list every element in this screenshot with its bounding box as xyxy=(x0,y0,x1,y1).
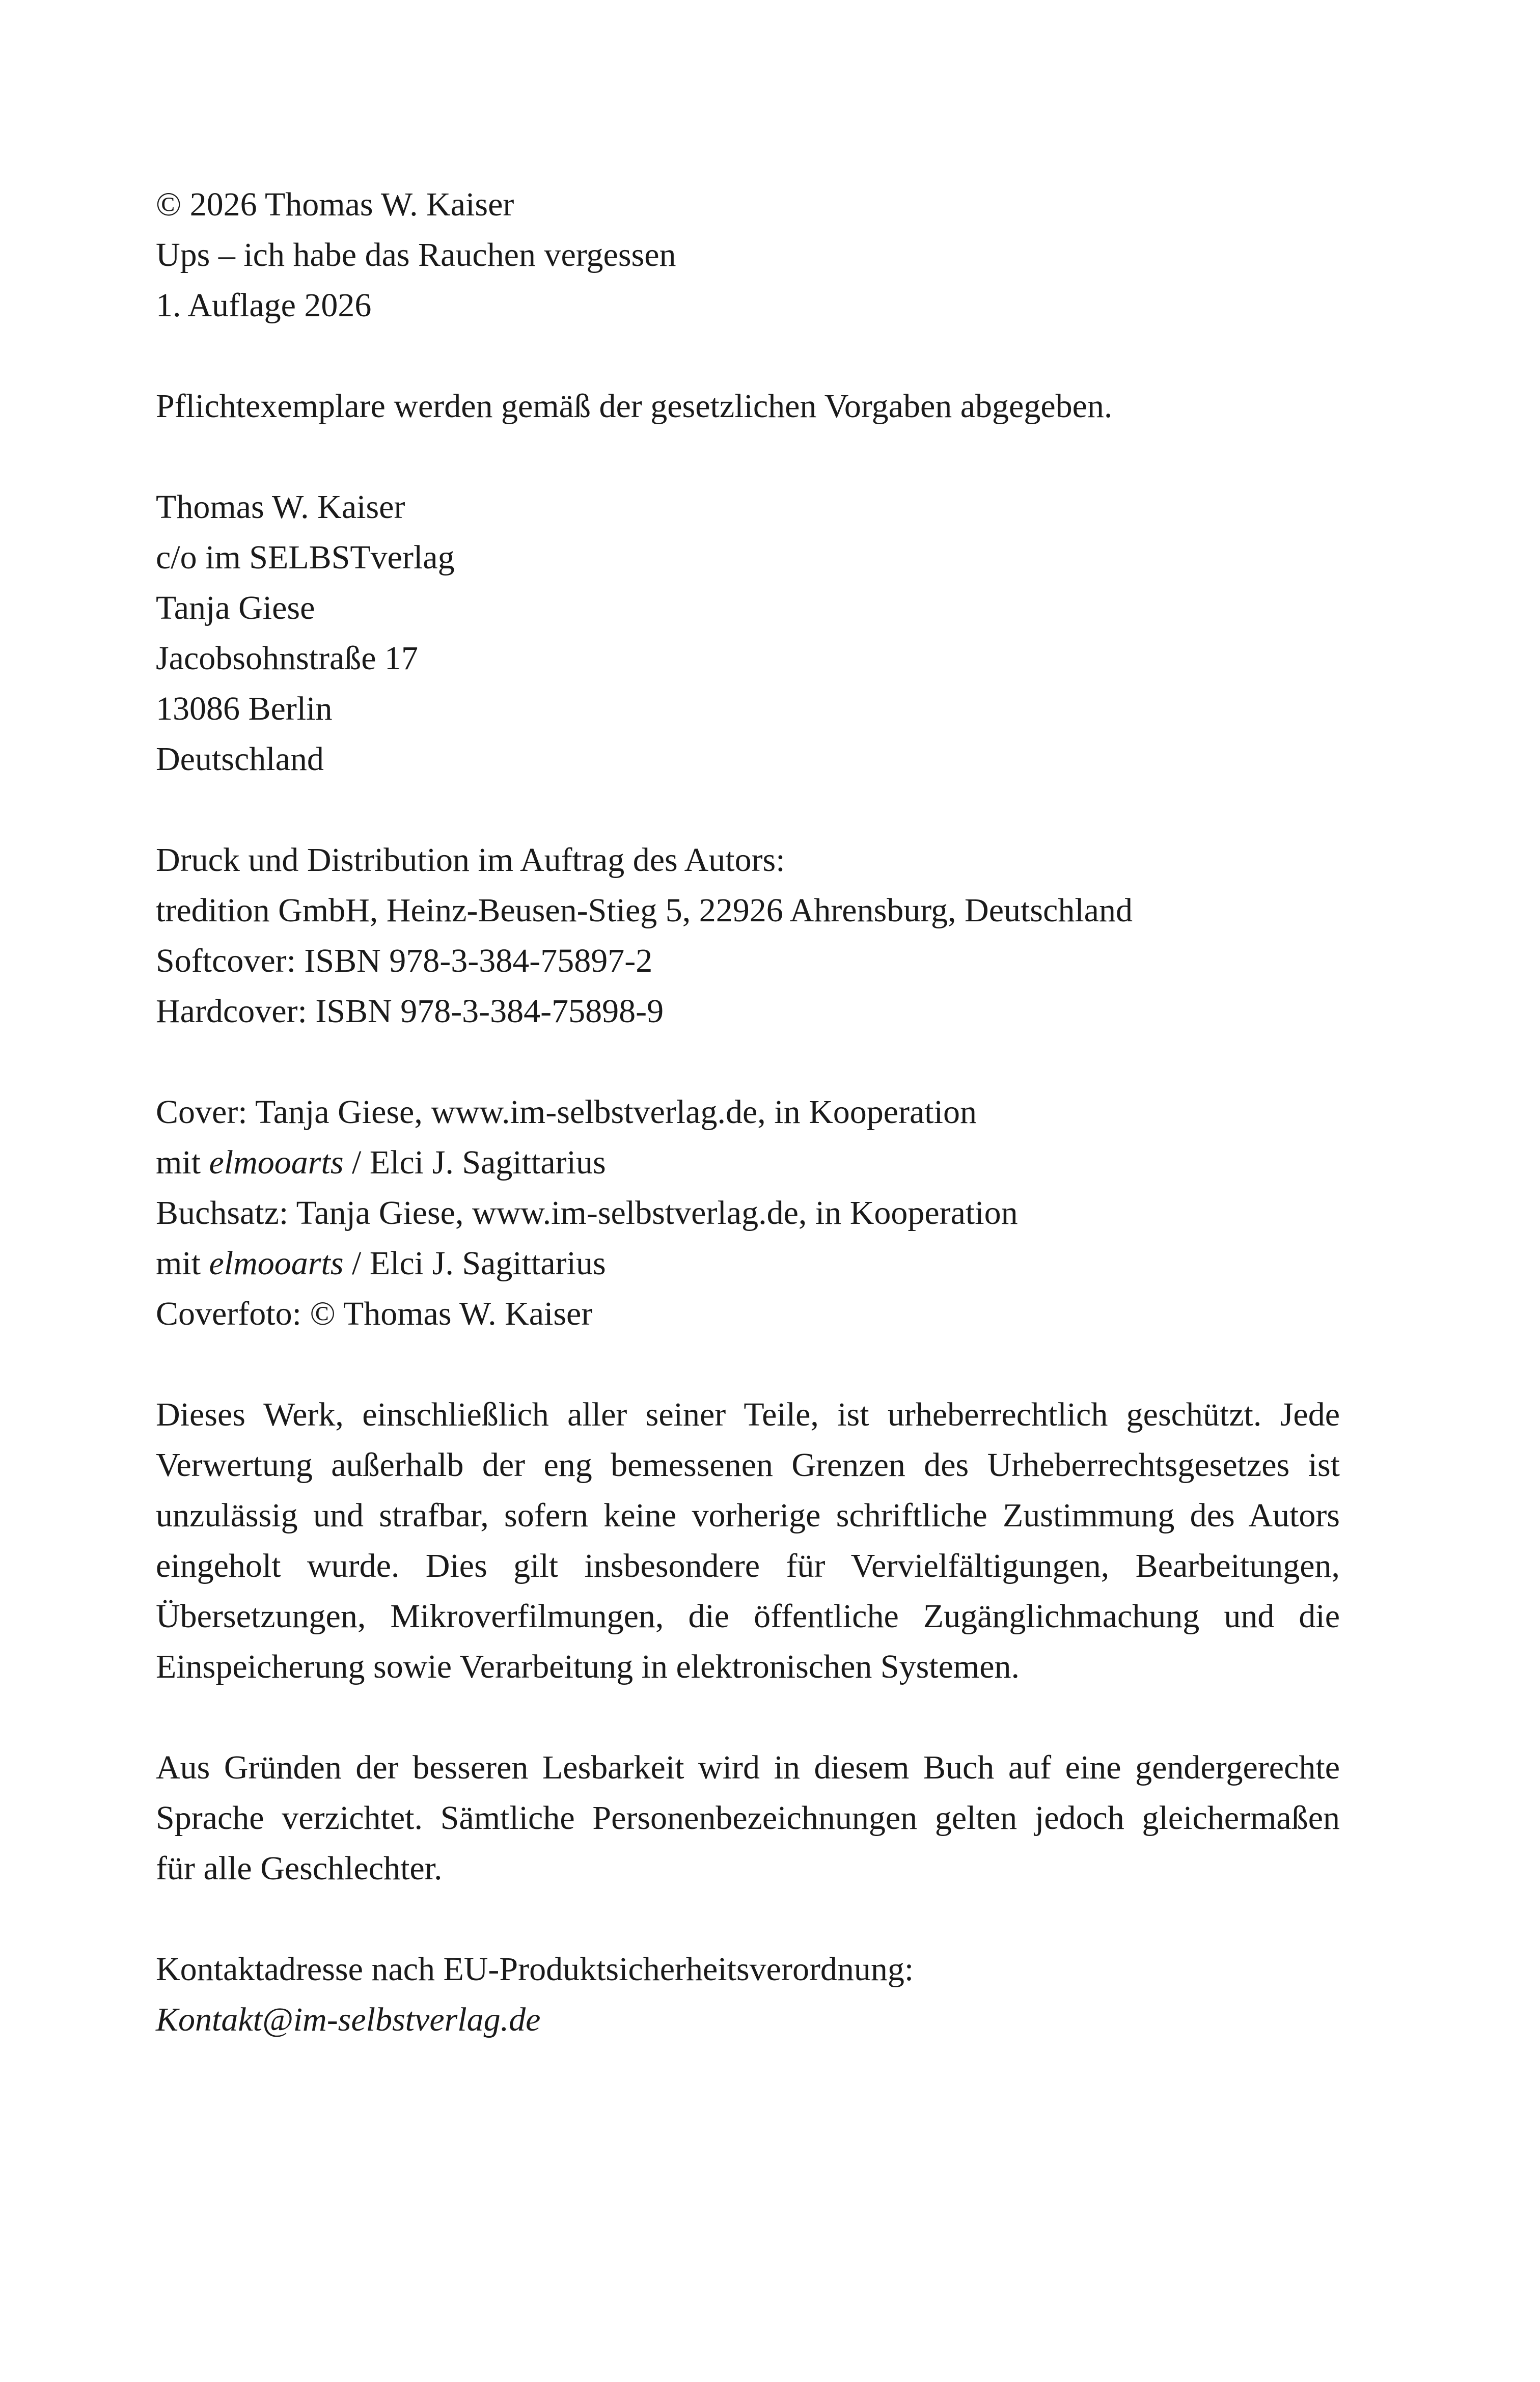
copyright-notice-line: Einspeicherung sowie Verarbeitung in elektronischen Systemen. xyxy=(156,1648,1020,1685)
address-city: 13086 Berlin xyxy=(156,690,333,727)
address-name: Thomas W. Kaiser xyxy=(156,488,405,526)
edition-line: 1. Auflage 2026 xyxy=(156,287,372,324)
distribution-company: tredition GmbH, Heinz-Beusen-Stieg 5, 22926 Ahrensburg, Deutschland xyxy=(156,892,1133,929)
address-contact: Tanja Giese xyxy=(156,589,315,626)
distribution-block xyxy=(156,835,1340,1036)
imprint-block xyxy=(156,179,1340,331)
gender-notice xyxy=(156,1742,1340,1894)
copyright-line: © 2026 Thomas W. Kaiser xyxy=(156,186,514,223)
copyright-notice-line: Übersetzungen, Mikroverfilmungen, die öffentliche Zugänglichmachung und die xyxy=(156,1598,1340,1635)
gender-notice-line: Sprache verzichtet. Sämtliche Personenbezeichnungen gelten jedoch gleichermaßen xyxy=(156,1799,1340,1837)
address-co: c/o im SELBSTverlag xyxy=(156,539,455,576)
book-title: Ups – ich habe das Rauchen vergessen xyxy=(156,236,676,273)
copyright-notice-line: eingeholt wurde. Dies gilt insbesondere für Vervielfältigungen, Bearbeitungen, xyxy=(156,1547,1340,1584)
isbn-softcover: Softcover: ISBN 978-3-384-75897-2 xyxy=(156,942,653,979)
typesetting-credit-artist: elmooarts xyxy=(209,1245,344,1282)
typesetting-credit-prefix: mit xyxy=(156,1245,209,1282)
legal-deposit-text: Pflichtexemplare werden gemäß der gesetzlichen Vorgaben abgegeben. xyxy=(156,388,1113,425)
copyright-notice-line: Dieses Werk, einschließlich aller seiner Teile, ist urheberrechtlich geschützt. Jede xyxy=(156,1396,1340,1433)
cover-photo-credit: Coverfoto: © Thomas W. Kaiser xyxy=(156,1295,593,1332)
cover-credit-prefix: mit xyxy=(156,1144,209,1181)
address-country: Deutschland xyxy=(156,741,324,778)
credits-block xyxy=(156,1087,1340,1339)
contact-email[interactable]: Kontakt@im-selbstverlag.de xyxy=(156,2001,541,2038)
typesetting-credit-line1: Buchsatz: Tanja Giese, www.im-selbstverlag.de, in Kooperation xyxy=(156,1194,1018,1231)
isbn-hardcover: Hardcover: ISBN 978-3-384-75898-9 xyxy=(156,993,664,1030)
copyright-notice-line: Verwertung außerhalb der eng bemessenen Grenzen des Urheberrechtsgesetzes ist xyxy=(156,1446,1340,1484)
typesetting-credit-suffix: / Elci J. Sagittarius xyxy=(343,1245,606,1282)
contact-heading: Kontaktadresse nach EU-Produktsicherheitsverordnung: xyxy=(156,1951,914,1988)
gender-notice-line: Aus Gründen der besseren Lesbarkeit wird in diesem Buch auf eine gendergerechte xyxy=(156,1749,1340,1786)
imprint-page xyxy=(156,179,1340,2045)
contact-block xyxy=(156,1944,1340,2045)
copyright-notice xyxy=(156,1389,1340,1692)
contact-email-line xyxy=(156,1994,1340,2045)
cover-credit-line2 xyxy=(156,1137,1340,1188)
legal-deposit-block xyxy=(156,381,1340,431)
gender-notice-line: für alle Geschlechter. xyxy=(156,1850,443,1887)
cover-credit-artist: elmooarts xyxy=(209,1144,344,1181)
cover-credit-line1: Cover: Tanja Giese, www.im-selbstverlag.de, in Kooperation xyxy=(156,1093,977,1131)
typesetting-credit-line2 xyxy=(156,1238,1340,1289)
copyright-notice-line: unzulässig und strafbar, sofern keine vorherige schriftliche Zustimmung des Autors xyxy=(156,1497,1340,1534)
distribution-heading: Druck und Distribution im Auftrag des Autors: xyxy=(156,841,785,879)
cover-credit-suffix: / Elci J. Sagittarius xyxy=(343,1144,606,1181)
address-block xyxy=(156,482,1340,784)
address-street: Jacobsohnstraße 17 xyxy=(156,640,419,677)
